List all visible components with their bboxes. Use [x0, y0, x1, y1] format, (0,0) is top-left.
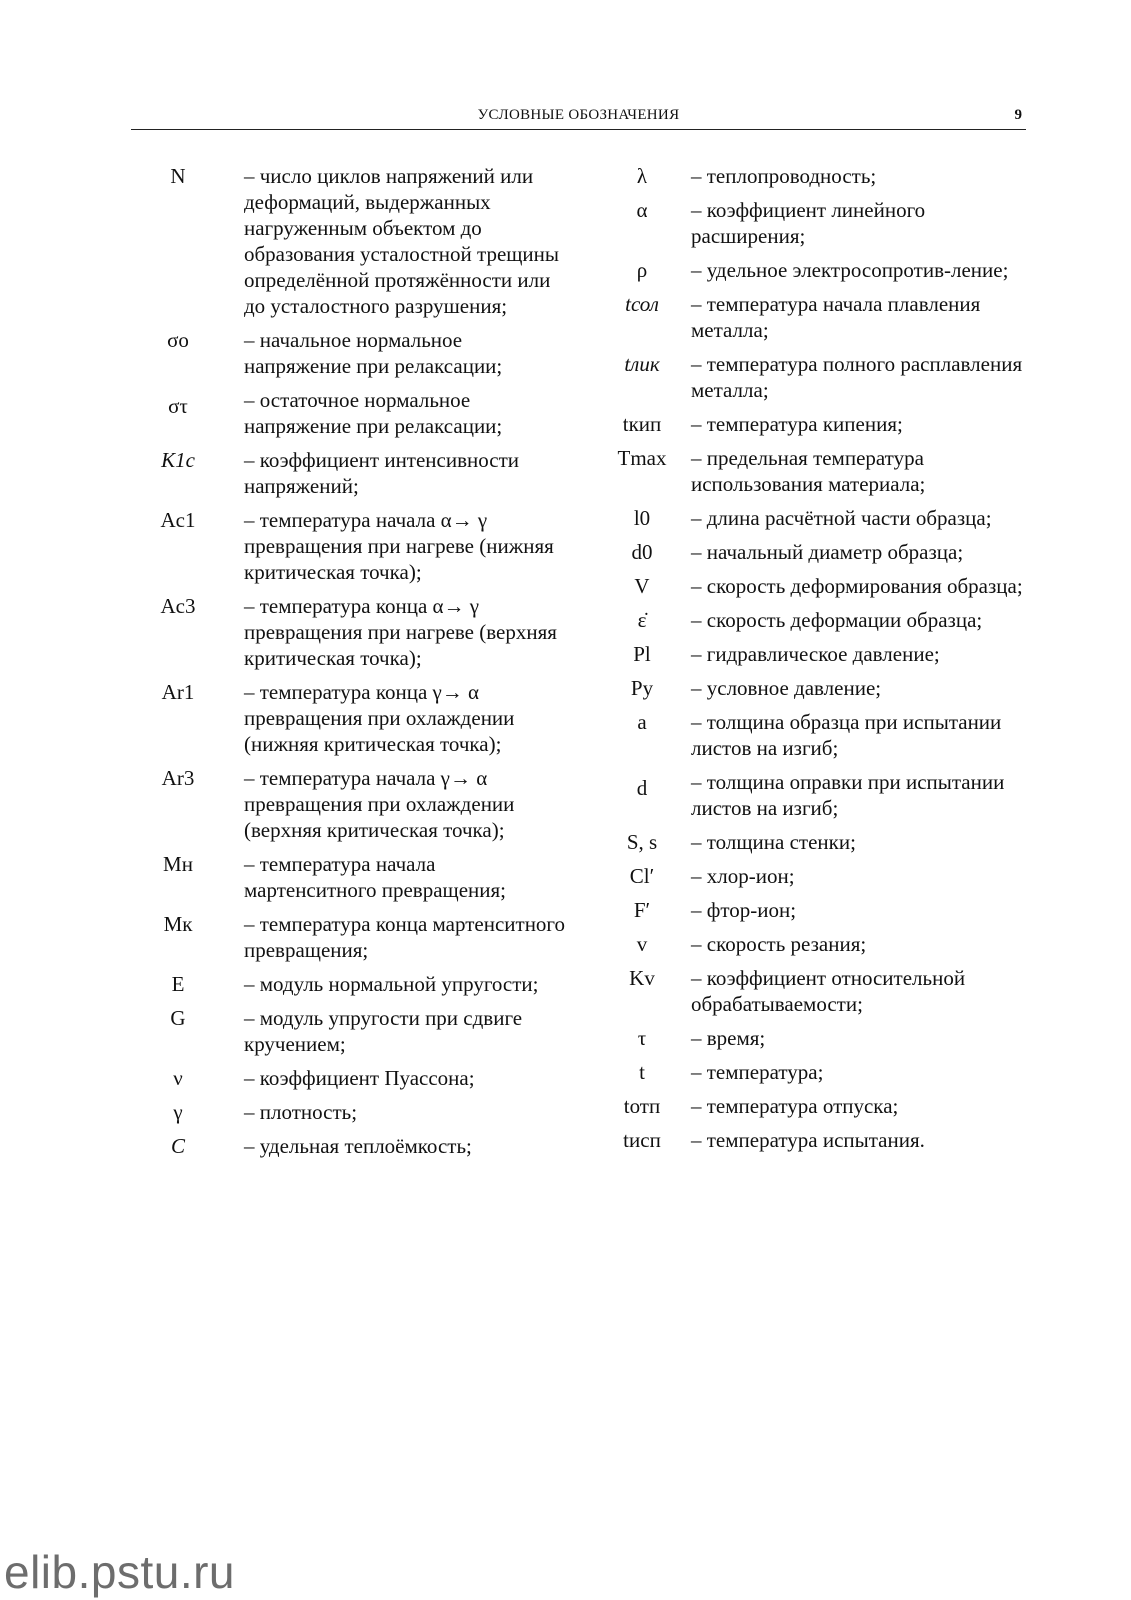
notation-description: – коэффициент Пуассона; — [244, 1066, 475, 1090]
notation-symbol: tотп — [623, 1094, 661, 1118]
notation-description: – температура полного расплавления металла; — [691, 352, 1023, 402]
notation-entry — [140, 765, 570, 843]
notation-description: – плотность; — [244, 1100, 358, 1124]
notation-symbol: S, s — [626, 830, 658, 854]
notation-entry — [605, 1025, 1030, 1051]
notation-symbol: Py — [630, 676, 654, 700]
notation-symbol: Ac3 — [160, 594, 196, 618]
notation-entry — [605, 257, 1030, 283]
notation-symbol: στ — [168, 394, 188, 418]
notation-description: – скорость деформирования образца; — [691, 574, 1023, 598]
notation-description: – температура начала мартенситного превращения; — [244, 852, 506, 902]
notation-symbol: tлик — [624, 352, 660, 376]
notation-description: – хлор-ион; — [691, 864, 795, 888]
notation-symbol: l0 — [633, 506, 651, 530]
notation-list-left — [140, 163, 570, 1167]
notation-symbol: v — [636, 932, 648, 956]
notation-symbol: τ — [637, 1026, 647, 1050]
notation-entry — [140, 1099, 570, 1125]
notation-entry — [605, 291, 1030, 343]
notation-description: – толщина оправки при испытании листов на изгиб; — [691, 770, 1005, 820]
notation-symbol: V — [634, 574, 650, 598]
notation-entry — [605, 351, 1030, 403]
notation-description: – коэффициент линейного расширения; — [691, 198, 926, 248]
notation-entry — [605, 897, 1030, 923]
notation-description: – условное давление; — [691, 676, 882, 700]
notation-symbol: E — [171, 972, 185, 996]
notation-symbol: σо — [167, 328, 189, 352]
notation-entry — [140, 327, 570, 379]
notation-symbol: a — [637, 710, 647, 734]
notation-description: – модуль упругости при сдвиге кручением; — [244, 1006, 523, 1056]
notation-description: – температура; — [691, 1060, 824, 1084]
notation-description: – температура кипения; — [691, 412, 903, 436]
notation-description: – температура испытания. — [691, 1128, 925, 1152]
notation-symbol: G — [170, 1006, 186, 1030]
notation-description: – модуль нормальной упругости; — [244, 972, 539, 996]
notation-symbol: tкип — [622, 412, 662, 436]
notation-description: – число циклов напряжений или деформаций, выдержанных нагруженным объектом до образования усталостной трещины определённой протяжённости или до усталостного разрушения; — [244, 164, 560, 318]
notation-entry — [605, 709, 1030, 761]
notation-entry — [605, 965, 1030, 1017]
page-number: 9 — [1014, 107, 1022, 123]
notation-description: – теплопроводность; — [691, 164, 877, 188]
notation-symbol: tисп — [623, 1128, 661, 1152]
notation-description: – начальный диаметр образца; — [691, 540, 964, 564]
notation-description: – гидравлическое давление; — [691, 642, 940, 666]
notation-entry — [605, 675, 1030, 701]
notation-entry — [605, 641, 1030, 667]
notation-symbol: F′ — [633, 898, 651, 922]
notation-entry — [605, 573, 1030, 599]
notation-symbol: Мн — [163, 852, 193, 876]
notation-description: – температура отпуска; — [691, 1094, 899, 1118]
notation-symbol: C — [170, 1134, 185, 1158]
notation-entry — [140, 1005, 570, 1057]
notation-entry — [605, 1093, 1030, 1119]
notation-entry — [605, 1059, 1030, 1085]
notation-entry — [140, 1133, 570, 1159]
notation-symbol: Tmax — [617, 446, 667, 470]
notation-list-right — [605, 163, 1030, 1161]
notation-symbol: ρ — [636, 258, 648, 282]
notation-description: – коэффициент относительной обрабатываемости; — [691, 966, 966, 1016]
notation-description: – предельная температура использования материала; — [691, 446, 926, 496]
notation-description: – толщина образца при испытании листов на изгиб; — [691, 710, 1002, 760]
notation-entry — [140, 679, 570, 757]
notation-entry — [605, 445, 1030, 497]
notation-entry — [140, 851, 570, 903]
notation-symbol: Ar3 — [161, 766, 195, 790]
notation-entry — [140, 387, 570, 439]
notation-description: – удельное электросопротив-ление; — [691, 258, 1009, 282]
notation-description: – фтор-ион; — [691, 898, 797, 922]
notation-description: – температура конца мартенситного превращения; — [244, 912, 566, 962]
notation-entry — [605, 197, 1030, 249]
notation-description: – время; — [691, 1026, 766, 1050]
notation-entry — [605, 1127, 1030, 1153]
header-title: УСЛОВНЫЕ ОБОЗНАЧЕНИЯ — [477, 107, 680, 123]
notation-entry — [605, 539, 1030, 565]
notation-entry — [140, 1065, 570, 1091]
notation-symbol: d0 — [631, 540, 653, 564]
notation-symbol: Kv — [629, 966, 655, 990]
notation-symbol: K1c — [161, 448, 195, 472]
watermark: elib.pstu.ru — [4, 1546, 236, 1598]
notation-symbol: ε̇ — [637, 608, 647, 632]
notation-symbol: ν — [173, 1066, 183, 1090]
notation-description: – скорость резания; — [691, 932, 867, 956]
notation-description: – начальное нормальное напряжение при релаксации; — [244, 328, 503, 378]
running-header — [131, 103, 1026, 130]
notation-entry — [140, 163, 570, 319]
notation-description: – остаточное нормальное напряжение при релаксации; — [244, 388, 503, 438]
notation-description: – температура конца α→ γ превращения при нагреве (верхняя критическая точка); — [244, 594, 557, 670]
notation-description: – удельная теплоёмкость; — [244, 1134, 472, 1158]
notation-description: – толщина стенки; — [691, 830, 856, 854]
notation-entry — [605, 829, 1030, 855]
notation-symbol: Ac1 — [160, 508, 196, 532]
notation-entry — [605, 505, 1030, 531]
notation-entry — [605, 607, 1030, 633]
notation-entry — [605, 863, 1030, 889]
notation-symbol: Мк — [163, 912, 193, 936]
notation-description: – коэффициент интенсивности напряжений; — [244, 448, 520, 498]
notation-description: – температура начала плавления металла; — [691, 292, 981, 342]
notation-entry — [140, 911, 570, 963]
notation-description: – температура конца γ→ α превращения при охлаждении (нижняя критическая точка); — [244, 680, 515, 756]
notation-entry — [140, 507, 570, 585]
notation-description: – температура начала α→ γ превращения при нагреве (нижняя критическая точка); — [244, 508, 554, 584]
notation-description: – температура начала γ→ α превращения при охлаждении (верхняя критическая точка); — [244, 766, 515, 842]
notation-symbol: λ — [636, 164, 648, 188]
notation-entry — [140, 593, 570, 671]
notation-symbol: tсол — [625, 292, 659, 316]
notation-entry — [140, 971, 570, 997]
notation-entry — [605, 411, 1030, 437]
notation-description: – скорость деформации образца; — [691, 608, 983, 632]
notation-symbol: d — [636, 776, 648, 800]
notation-symbol: Ar1 — [161, 680, 195, 704]
notation-symbol: Pl — [633, 642, 651, 666]
notation-entry — [605, 163, 1030, 189]
notation-symbol: N — [170, 164, 186, 188]
notation-entry — [605, 769, 1030, 821]
notation-entry — [605, 931, 1030, 957]
notation-symbol: Cl′ — [629, 864, 655, 888]
notation-entry — [140, 447, 570, 499]
notation-symbol: t — [639, 1060, 645, 1084]
notation-description: – длина расчётной части образца; — [691, 506, 992, 530]
notation-symbol: γ — [173, 1100, 183, 1124]
notation-symbol: α — [636, 198, 648, 222]
